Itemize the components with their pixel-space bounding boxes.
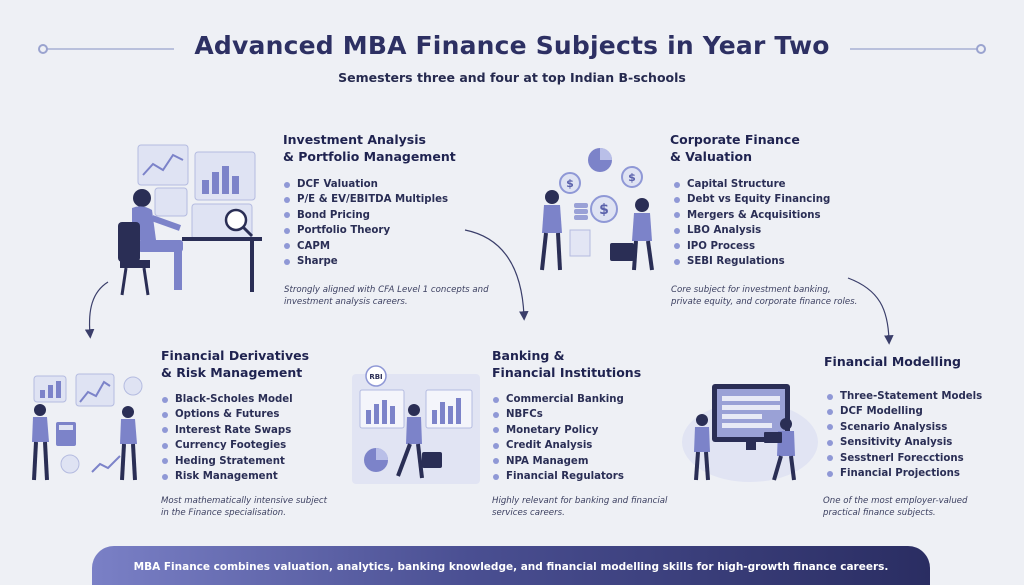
list-item: Bond Pricing (284, 208, 448, 223)
svg-text:$: $ (628, 171, 636, 184)
list-item: Options & Futures (162, 407, 293, 422)
corporate-note (671, 284, 857, 308)
derivatives-illustration (28, 372, 153, 484)
list-item: Sensitivity Analysis (827, 435, 982, 450)
list-item: Black-Scholes Model (162, 392, 293, 407)
investment-illustration (110, 140, 270, 305)
arrow-investment-to-derivatives (90, 282, 108, 334)
modelling-note (823, 495, 968, 519)
list-item: DCF Modelling (827, 404, 982, 419)
banking-title-line2: Financial Institutions (492, 365, 642, 380)
investment-note-line1: Strongly aligned with CFA Level 1 concepts and (284, 285, 489, 295)
list-item: Currency Footegies (162, 438, 293, 453)
list-item: Capital Structure (674, 177, 830, 192)
banking-illustration (352, 362, 482, 487)
list-item: Portfolio Theory (284, 223, 448, 238)
corporate-note-line1: Core subject for investment banking, (671, 285, 831, 295)
corporate-list (674, 177, 830, 269)
list-item: Three-Statement Models (827, 389, 982, 404)
footer-banner (92, 546, 930, 585)
derivatives-note-line2: in the Finance specialisation. (161, 508, 286, 518)
list-item: Heding Stratement (162, 454, 293, 469)
list-item: Risk Management (162, 469, 293, 484)
corporate-title-line2: & Valuation (670, 149, 753, 164)
corporate-illustration (530, 145, 665, 275)
modelling-note-line2: practical finance subjects. (823, 508, 936, 518)
modelling-note-line1: One of the most employer-valued (823, 496, 968, 506)
banking-note-line2: services careers. (492, 508, 565, 518)
modelling-illustration (680, 370, 820, 488)
list-item: Sesstnerl Forecctions (827, 451, 982, 466)
list-item: NPA Managem (493, 454, 624, 469)
list-item: DCF Valuation (284, 177, 448, 192)
list-item: P/E & EV/EBITDA Multiples (284, 192, 448, 207)
page-subtitle: Semesters three and four at top Indian B-schools (338, 70, 686, 85)
derivatives-note (161, 495, 327, 519)
list-item: SEBI Regulations (674, 254, 830, 269)
investment-title-line2: & Portfolio Management (283, 149, 456, 164)
modelling-title-line1: Financial Modelling (824, 354, 961, 369)
investment-title-line1: Investment Analysis (283, 132, 426, 147)
investment-note (284, 284, 489, 308)
list-item: Monetary Policy (493, 423, 624, 438)
svg-text:$: $ (599, 202, 609, 218)
list-item: LBO Analysis (674, 223, 830, 238)
briefcase-icon (422, 452, 442, 468)
list-item: Financial Projections (827, 466, 982, 481)
footer-banner-text: MBA Finance combines valuation, analytics, banking knowledge, and financial modelling skills for high-growth finance careers. (133, 561, 889, 573)
rbi-badge: RBI (369, 373, 383, 381)
list-item: IPO Process (674, 239, 830, 254)
investment-note-line2: investment analysis careers. (284, 297, 408, 307)
list-item: Financial Regulators (493, 469, 624, 484)
modelling-title (824, 353, 961, 370)
page-title: Advanced MBA Finance Subjects in Year Two (194, 31, 830, 60)
corporate-title-line1: Corporate Finance (670, 132, 800, 147)
list-item: Commercial Banking (493, 392, 624, 407)
banking-title-line1: Banking & (492, 348, 565, 363)
derivatives-note-line1: Most mathematically intensive subject (161, 496, 328, 506)
list-item: Debt vs Equity Financing (674, 192, 830, 207)
banking-title (492, 347, 641, 381)
list-item: NBFCs (493, 407, 624, 422)
corporate-title (670, 131, 800, 165)
list-item: Credit Analysis (493, 438, 624, 453)
banking-note-line1: Highly relevant for banking and financial (492, 496, 668, 506)
derivatives-list (162, 392, 293, 484)
investment-title (283, 131, 456, 165)
banking-list (493, 392, 624, 484)
derivatives-title-line1: Financial Derivatives (161, 348, 310, 363)
list-item: Interest Rate Swaps (162, 423, 293, 438)
investment-list (284, 177, 448, 269)
list-item: Sharpe (284, 254, 448, 269)
list-item: CAPM (284, 239, 448, 254)
list-item: Scenario Analysiss (827, 420, 982, 435)
list-item: Mergers & Acquisitions (674, 208, 830, 223)
modelling-list (827, 389, 982, 481)
derivatives-title (161, 347, 309, 381)
svg-text:$: $ (566, 177, 574, 190)
derivatives-title-line2: & Risk Management (161, 365, 303, 380)
corporate-note-line2: private equity, and corporate finance roles. (671, 297, 858, 307)
briefcase-icon (610, 243, 634, 261)
banking-note (492, 495, 667, 519)
